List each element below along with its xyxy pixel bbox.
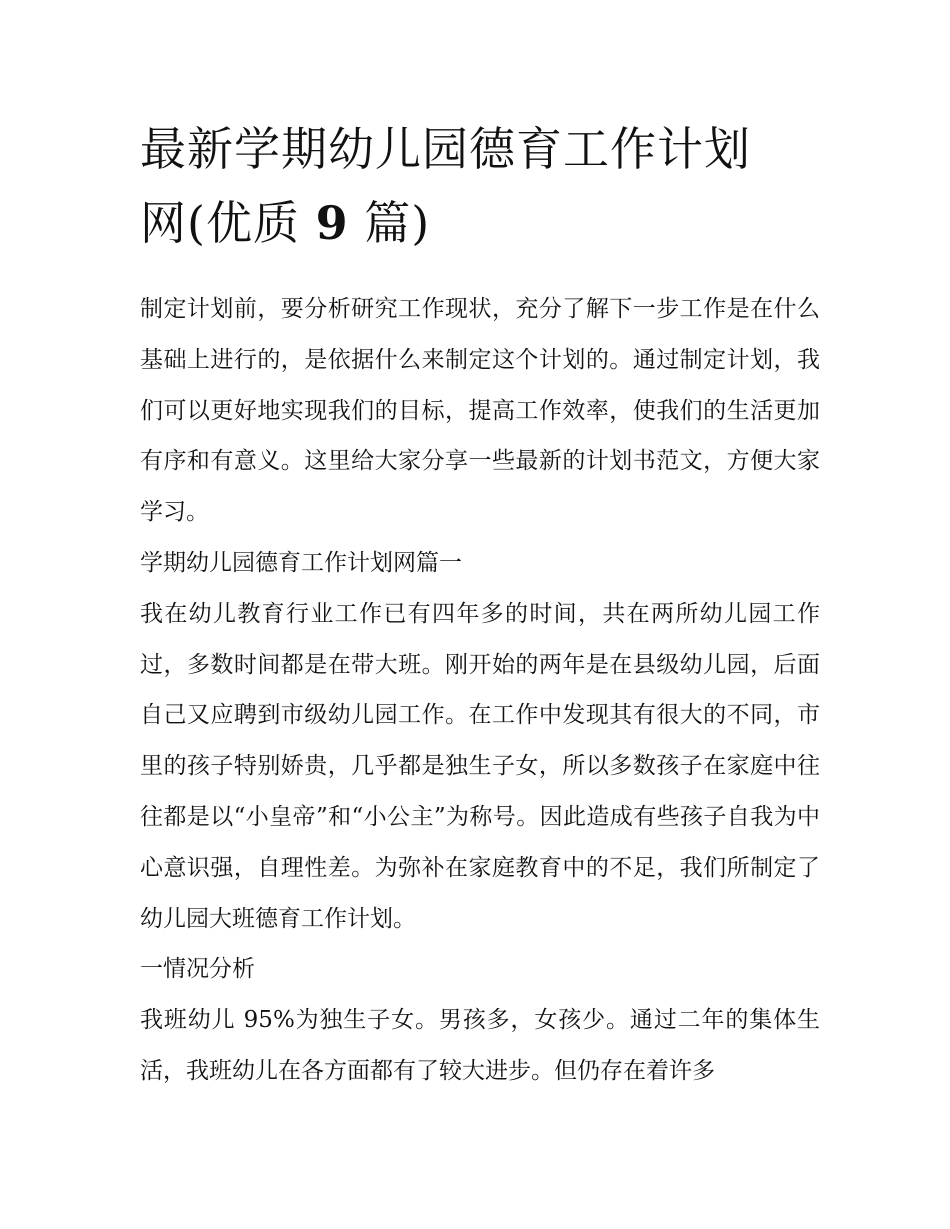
title-number: 9 bbox=[315, 196, 349, 250]
title-line-2-prefix: 网(优质 bbox=[140, 196, 316, 250]
section-heading-1: 学期幼儿园德育工作计划网篇一 bbox=[140, 549, 462, 576]
document-content bbox=[140, 112, 820, 1097]
title-line-1: 最新学期幼儿园德育工作计划 bbox=[140, 122, 751, 176]
section-heading-2: 一情况分析 bbox=[140, 956, 255, 983]
body-paragraph-1: 我在幼儿教育行业工作已有四年多的时间，共在两所幼儿园工作过，多数时间都是在带大班。刚开始的两年是在县级幼儿园，后面自己又应聘到市级幼儿园工作。在工作中发现其有很大的不同，市里的孩子特别娇贵，几乎都是独生子女，所以多数孩子在家庭中往往都是以“小皇帝”和“小公主”为称号。因此造成有些孩子自我为中心意识强，自理性差。为弥补在家庭教育中的不足，我们所制定了幼儿园大班德育工作计划。 bbox=[140, 600, 820, 932]
body-paragraph-2: 我班幼儿 95%为独生子女。男孩多，女孩少。通过二年的集体生活，我班幼儿在各方面都有了较大进步。但仍存在着许多 bbox=[140, 1007, 820, 1084]
title-line-2-suffix: 篇) bbox=[348, 196, 431, 250]
document-title bbox=[140, 112, 820, 260]
intro-paragraph: 制定计划前，要分析研究工作现状，充分了解下一步工作是在什么基础上进行的，是依据什么来制定这个计划的。通过制定计划，我们可以更好地实现我们的目标，提高工作效率，使我们的生活更加有序和有意义。这里给大家分享一些最新的计划书范文，方便大家学习。 bbox=[140, 296, 820, 526]
